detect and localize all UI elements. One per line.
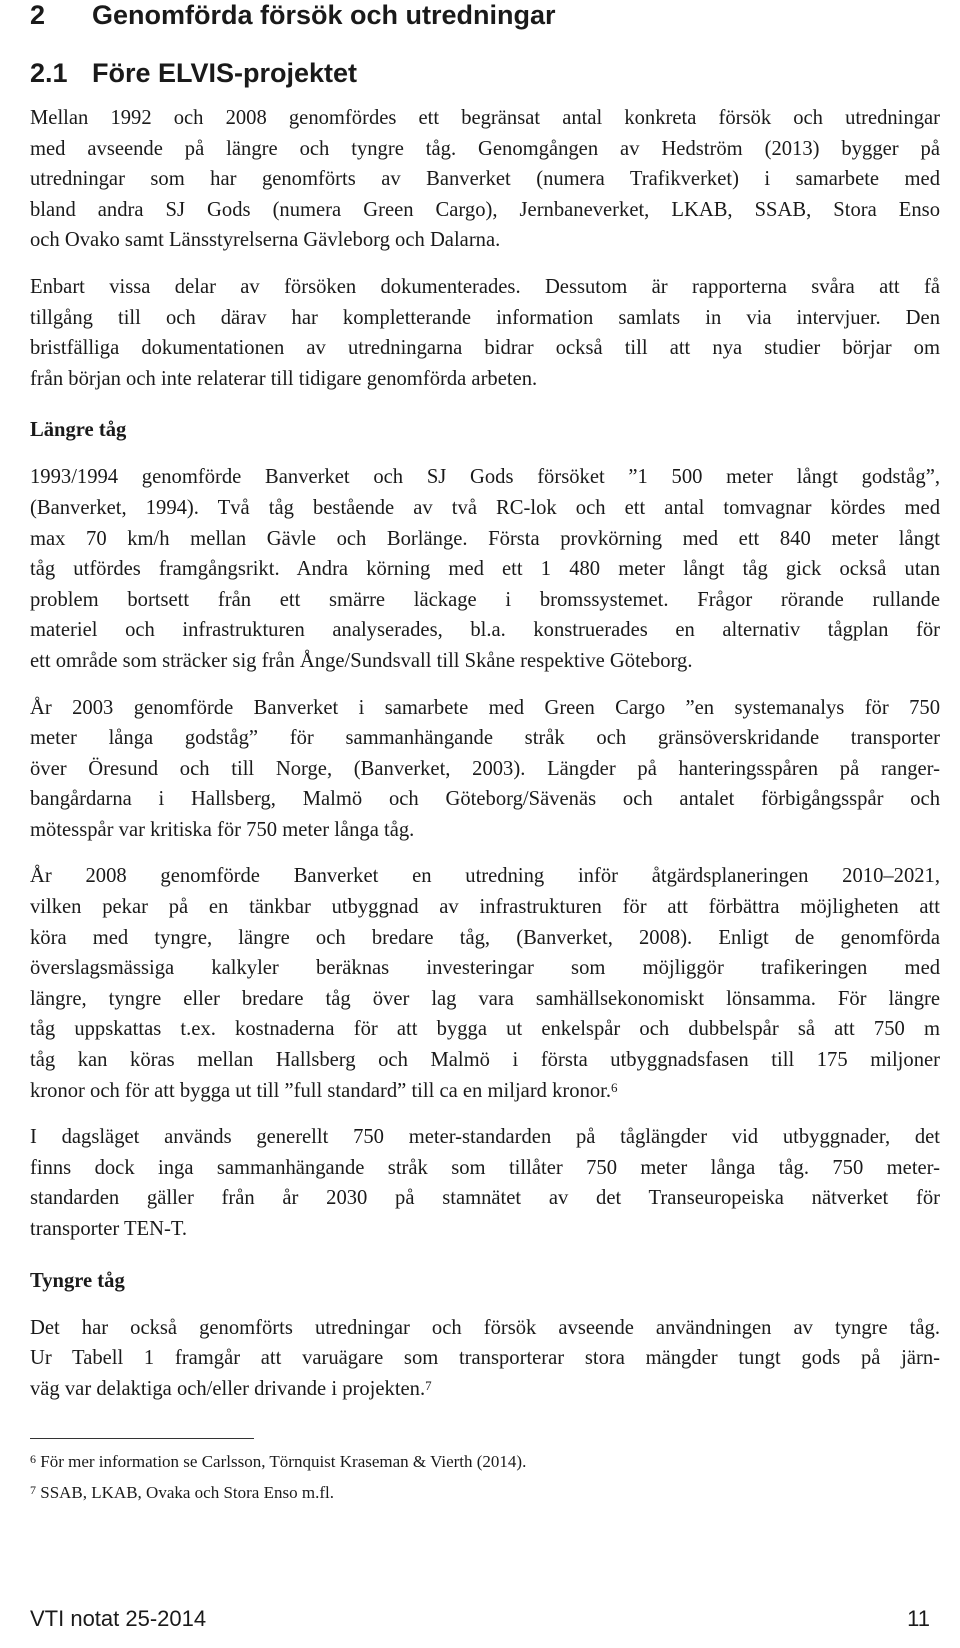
text-line: tåg kan köras mellan Hallsberg och Malmö i första utbyggnadsfasen till 175 miljoner [30,1049,940,1072]
text-line: tåg uppskattas t.ex. kostnaderna för att bygga ut enkelspår och dubbelspår så att 750 m [30,1018,940,1041]
page-number: 11 [907,1606,930,1631]
text-line: 1993/1994 genomförde Banverket och SJ Gods försöket ”1 500 meter långt godståg”, [30,466,940,489]
text-line: tillgång till och därav har kompletterande information samlats in via intervjuer. Den [30,306,940,329]
section-number: 2.1 [30,58,68,88]
footnote-7 [30,1477,930,1508]
text-line: Ur Tabell 1 framgår att varuägare som transporterar stora mängder tungt gods på järn- [30,1347,940,1370]
text-line: bristfälliga dokumentationen av utredningarna bidrar också till att nya studier börjar om [30,337,940,360]
text-line: mötesspår var kritiska för 750 meter långa tåg. [30,818,415,841]
text-line: bangårdarna i Hallsberg, Malmö och Göteborg/Sävenäs och antalet förbigångsspår och [30,788,940,811]
footnote-ref-6[interactable]: 6 [611,1079,618,1095]
text-line: meter långa godståg” för sammanhängande stråk och gränsöverskridande transporter [30,727,940,750]
section-heading [30,58,940,92]
paragraph-current-standard [30,1122,940,1244]
chapter-title: Genomförda försök och utredningar [92,0,556,30]
text-line: I dagsläget används generellt 750 meter-standarden på tåglängder vid utbyggnader, det [30,1126,940,1149]
footnote-text: SSAB, LKAB, Ovaka och Stora Enso m.fl. [40,1483,334,1502]
text-line: År 2003 genomförde Banverket i samarbete med Green Cargo ”en systemanalys för 750 [30,696,940,719]
text-line: Mellan 1992 och 2008 genomfördes ett begränsat antal konkreta försök och utredningar [30,107,940,129]
text-line: Det har också genomförts utredningar och försök avseende användningen av tyngre tåg. [30,1316,940,1339]
footnote-number: 6 [30,1452,36,1466]
text-line: standarden gäller från år 2030 på stamnätet av det Transeuropeiska nätverket för [30,1187,940,1210]
chapter-number: 2 [30,0,46,30]
paragraph-intro [30,103,940,256]
text-line [30,1076,940,1107]
footnote-text: För mer information se Carlsson, Törnquist Kraseman & Vierth (2014). [40,1452,527,1471]
footnote-divider [30,1438,254,1439]
footnotes [30,1446,930,1508]
text-line: bland andra SJ Gods (numera Green Cargo), Jernbaneverket, LKAB, SSAB, Stora Enso [30,198,940,221]
footnote-number: 7 [30,1483,36,1497]
text-line: köra med tyngre, längre och bredare tåg, (Banverket, 2008). Enligt de genomförda [30,926,940,949]
footnote-6 [30,1446,930,1477]
subheading-heavier-trains: Tyngre tåg [30,1269,125,1292]
text-line: längre, tyngre eller bredare tåg över lag vara samhällsekonomiskt lönsamma. För längre [30,987,940,1010]
section-title: Före ELVIS-projektet [92,58,358,88]
text-line: finns dock inga sammanhängande stråk som tillåter 750 meter långa tåg. 750 meter- [30,1156,940,1179]
text-line: med avseende på längre och tyngre tåg. Genomgången av Hedström (2013) bygger på [30,137,940,160]
paragraph-1993-trial [30,462,940,676]
document-page [30,0,940,1404]
text-line [30,1374,940,1405]
text-line: max 70 km/h mellan Gävle och Borlänge. Första provkörning med ett 840 meter långt [30,527,940,550]
text-line-content: kronor och för att bygga ut till ”full standard” till ca en miljard kronor. [30,1079,612,1102]
paragraph-2003-analysis [30,693,940,846]
text-line: och Ovako samt Länsstyrelserna Gävleborg och Dalarna. [30,229,501,252]
paragraph-heavier-trains [30,1313,940,1405]
text-line: materiel och infrastrukturen analyserades, bl.a. konstruerades en alternativ tågplan för [30,619,940,642]
text-line: tåg utfördes framgångsrikt. Andra körning med ett 1 480 meter långt tåg gick också utan [30,558,940,581]
chapter-heading [30,0,940,32]
text-line: utredningar som har genomförts av Banverket (numera Trafikverket) i samarbete med [30,168,940,191]
text-line: transporter TEN-T. [30,1218,188,1240]
text-line: Enbart vissa delar av försöken dokumenterades. Dessutom är rapporterna svåra att få [30,275,940,298]
text-line: från början och inte relaterar till tidigare genomförda arbeten. [30,367,538,390]
paragraph-2008-study [30,861,940,1106]
text-line: ett område som sträcker sig från Ånge/Sundsvall till Skåne respektive Göteborg. [30,649,693,672]
text-line: problem bortsett från ett smärre läckage i bromssystemet. Frågor rörande rullande [30,588,940,611]
text-line: över Öresund och till Norge, (Banverket, 2003). Längder på hanteringsspåren på ranger- [30,757,940,780]
paragraph-documentation [30,272,940,394]
text-line-content: väg var delaktiga och/eller drivande i projekten. [30,1377,426,1400]
report-id: VTI notat 25-2014 [30,1606,207,1631]
text-line: vilken pekar på en tänkbar utbyggnad av infrastrukturen för att förbättra möjligheten att [30,896,940,919]
text-line: överslagsmässiga kalkyler beräknas investeringar som möjliggör trafikeringen med [30,957,940,980]
footnote-ref-7[interactable]: 7 [425,1377,432,1393]
text-line: (Banverket, 1994). Två tåg bestående av två RC-lok och ett antal tomvagnar kördes med [30,496,940,519]
text-line: År 2008 genomförde Banverket en utredning inför åtgärdsplaneringen 2010–2021, [30,865,940,888]
subheading-longer-trains: Längre tåg [30,419,127,442]
